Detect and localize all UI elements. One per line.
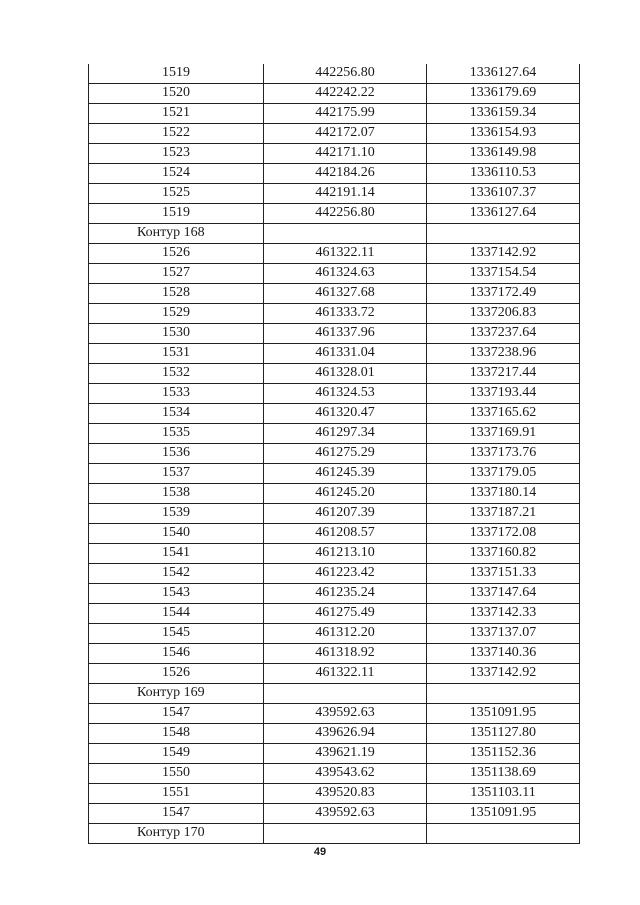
table-row [89,383,580,403]
point-number-cell: 1539 [89,503,264,523]
y-coordinate-cell: 1336107.37 [427,183,580,203]
y-coordinate-cell: 1337238.96 [427,343,580,363]
table-row [89,263,580,283]
x-coordinate-cell: 461324.53 [264,383,427,403]
contour-header-row [89,823,580,843]
point-number-cell: 1530 [89,323,264,343]
table-row [89,343,580,363]
point-number-cell: Контур 169 [89,683,264,703]
table-row [89,483,580,503]
x-coordinate-cell: 439626.94 [264,723,427,743]
table-row [89,723,580,743]
table-row [89,283,580,303]
point-number-cell: 1550 [89,763,264,783]
y-coordinate-cell: 1337160.82 [427,543,580,563]
y-coordinate-cell: 1336179.69 [427,83,580,103]
table-row [89,143,580,163]
y-coordinate-cell: 1337193.44 [427,383,580,403]
table-row [89,423,580,443]
x-coordinate-cell: 442175.99 [264,103,427,123]
table-row [89,403,580,423]
point-number-cell: 1544 [89,603,264,623]
x-coordinate-cell: 442184.26 [264,163,427,183]
table-row [89,543,580,563]
y-coordinate-cell: 1336127.64 [427,64,580,83]
table-row [89,363,580,383]
y-coordinate-cell: 1336127.64 [427,203,580,223]
table-row [89,763,580,783]
point-number-cell: Контур 170 [89,823,264,843]
y-coordinate-cell: 1337142.92 [427,243,580,263]
table-row [89,783,580,803]
table-row [89,303,580,323]
x-coordinate-cell: 439592.63 [264,703,427,723]
y-coordinate-cell: 1337180.14 [427,483,580,503]
table-row [89,203,580,223]
point-number-cell: 1524 [89,163,264,183]
point-number-cell: Контур 168 [89,223,264,243]
point-number-cell: 1547 [89,703,264,723]
point-number-cell: 1527 [89,263,264,283]
y-coordinate-cell: 1351091.95 [427,803,580,823]
point-number-cell: 1537 [89,463,264,483]
page-number: 49 [313,846,327,858]
table-row [89,743,580,763]
x-coordinate-cell: 442171.10 [264,143,427,163]
table-row [89,103,580,123]
x-coordinate-cell: 461213.10 [264,543,427,563]
point-number-cell: 1525 [89,183,264,203]
x-coordinate-cell: 461312.20 [264,623,427,643]
y-coordinate-cell: 1337154.54 [427,263,580,283]
table-row [89,563,580,583]
contour-header-row [89,683,580,703]
coordinates-table-body [89,64,580,844]
table-row [89,323,580,343]
y-coordinate-cell: 1351138.69 [427,763,580,783]
x-coordinate-cell: 461331.04 [264,343,427,363]
point-number-cell: 1548 [89,723,264,743]
point-number-cell: 1540 [89,523,264,543]
x-coordinate-cell: 439621.19 [264,743,427,763]
y-coordinate-cell: 1337142.92 [427,663,580,683]
table-row [89,183,580,203]
point-number-cell: 1519 [89,64,264,83]
x-coordinate-cell: 461320.47 [264,403,427,423]
point-number-cell: 1519 [89,203,264,223]
point-number-cell: 1520 [89,83,264,103]
x-coordinate-cell: 439520.83 [264,783,427,803]
x-coordinate-cell: 461275.49 [264,603,427,623]
point-number-cell: 1542 [89,563,264,583]
y-coordinate-cell: 1337147.64 [427,583,580,603]
y-coordinate-cell: 1337142.33 [427,603,580,623]
x-coordinate-cell [264,823,427,843]
y-coordinate-cell: 1337187.21 [427,503,580,523]
x-coordinate-cell: 461333.72 [264,303,427,323]
x-coordinate-cell: 461297.34 [264,423,427,443]
point-number-cell: 1546 [89,643,264,663]
table-row [89,83,580,103]
coordinates-table [88,64,580,844]
point-number-cell: 1533 [89,383,264,403]
x-coordinate-cell: 461327.68 [264,283,427,303]
table-row [89,603,580,623]
y-coordinate-cell: 1337172.08 [427,523,580,543]
x-coordinate-cell: 461324.63 [264,263,427,283]
x-coordinate-cell: 442256.80 [264,203,427,223]
table-row [89,463,580,483]
x-coordinate-cell: 461318.92 [264,643,427,663]
table-row [89,443,580,463]
table-row [89,64,580,83]
y-coordinate-cell: 1337206.83 [427,303,580,323]
table-row [89,503,580,523]
point-number-cell: 1531 [89,343,264,363]
point-number-cell: 1534 [89,403,264,423]
point-number-cell: 1532 [89,363,264,383]
table-row [89,123,580,143]
table-row [89,643,580,663]
y-coordinate-cell: 1337237.64 [427,323,580,343]
y-coordinate-cell: 1337173.76 [427,443,580,463]
x-coordinate-cell: 461223.42 [264,563,427,583]
point-number-cell: 1547 [89,803,264,823]
y-coordinate-cell: 1337151.33 [427,563,580,583]
x-coordinate-cell: 461208.57 [264,523,427,543]
y-coordinate-cell: 1337217.44 [427,363,580,383]
y-coordinate-cell: 1337172.49 [427,283,580,303]
point-number-cell: 1538 [89,483,264,503]
y-coordinate-cell: 1337137.07 [427,623,580,643]
x-coordinate-cell: 461245.20 [264,483,427,503]
point-number-cell: 1551 [89,783,264,803]
table-row [89,803,580,823]
point-number-cell: 1528 [89,283,264,303]
x-coordinate-cell: 442256.80 [264,64,427,83]
x-coordinate-cell: 461322.11 [264,243,427,263]
x-coordinate-cell: 439543.62 [264,763,427,783]
y-coordinate-cell: 1337169.91 [427,423,580,443]
y-coordinate-cell [427,683,580,703]
y-coordinate-cell: 1337179.05 [427,463,580,483]
y-coordinate-cell: 1336149.98 [427,143,580,163]
point-number-cell: 1541 [89,543,264,563]
point-number-cell: 1522 [89,123,264,143]
point-number-cell: 1535 [89,423,264,443]
point-number-cell: 1521 [89,103,264,123]
y-coordinate-cell: 1337165.62 [427,403,580,423]
x-coordinate-cell: 461235.24 [264,583,427,603]
y-coordinate-cell: 1351152.36 [427,743,580,763]
table-row [89,583,580,603]
x-coordinate-cell: 461275.29 [264,443,427,463]
x-coordinate-cell: 442191.14 [264,183,427,203]
y-coordinate-cell: 1336159.34 [427,103,580,123]
y-coordinate-cell: 1351127.80 [427,723,580,743]
point-number-cell: 1526 [89,663,264,683]
table-row [89,663,580,683]
x-coordinate-cell: 439592.63 [264,803,427,823]
x-coordinate-cell [264,223,427,243]
table-row [89,243,580,263]
point-number-cell: 1543 [89,583,264,603]
y-coordinate-cell: 1337140.36 [427,643,580,663]
table-row [89,703,580,723]
point-number-cell: 1545 [89,623,264,643]
y-coordinate-cell: 1351103.11 [427,783,580,803]
x-coordinate-cell: 442242.22 [264,83,427,103]
contour-header-row [89,223,580,243]
y-coordinate-cell: 1336110.53 [427,163,580,183]
y-coordinate-cell: 1351091.95 [427,703,580,723]
table-row [89,163,580,183]
table-row [89,523,580,543]
y-coordinate-cell: 1336154.93 [427,123,580,143]
point-number-cell: 1549 [89,743,264,763]
x-coordinate-cell [264,683,427,703]
x-coordinate-cell: 461245.39 [264,463,427,483]
x-coordinate-cell: 442172.07 [264,123,427,143]
x-coordinate-cell: 461207.39 [264,503,427,523]
point-number-cell: 1536 [89,443,264,463]
y-coordinate-cell [427,823,580,843]
point-number-cell: 1529 [89,303,264,323]
table-row [89,623,580,643]
point-number-cell: 1526 [89,243,264,263]
x-coordinate-cell: 461328.01 [264,363,427,383]
x-coordinate-cell: 461322.11 [264,663,427,683]
point-number-cell: 1523 [89,143,264,163]
y-coordinate-cell [427,223,580,243]
x-coordinate-cell: 461337.96 [264,323,427,343]
